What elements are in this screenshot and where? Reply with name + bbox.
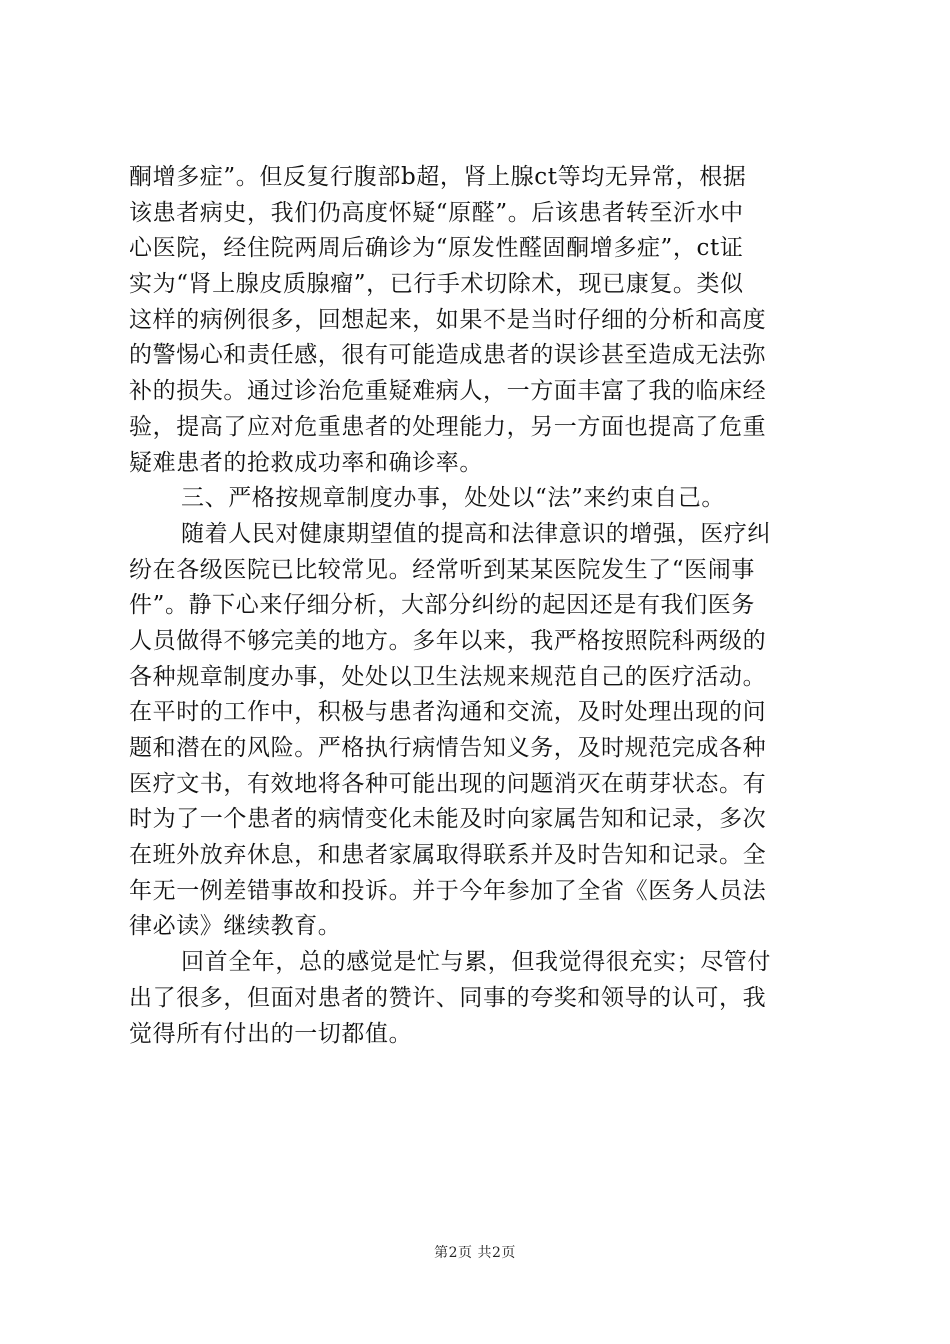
text-line: 人员做得不够完美的地方。多年以来，我严格按照院科两级的 [129,627,767,654]
text-line: 觉得所有付出的一切都值。 [129,1020,413,1047]
text-line: 心医院，经住院两周后确诊为“原发性醛固酮增多症”，ct证 [129,235,744,262]
text-line: 件”。静下心来仔细分析，大部分纠纷的起因还是有我们医务 [129,592,755,619]
text-line: 的警惕心和责任感，很有可能造成患者的误诊甚至造成无法弥 [129,342,767,369]
page-footer: 第2页 共2页 [434,1245,516,1261]
text-line: 出了很多，但面对患者的赞许、同事的夸奖和领导的认可，我 [129,984,767,1011]
text-line: 疑难患者的抢救成功率和确诊率。 [129,449,483,476]
text-line: 补的损失。通过诊治危重疑难病人，一方面丰富了我的临床经 [129,378,767,405]
document-body [129,160,831,1052]
text-line: 这样的病例很多，回想起来，如果不是当时仔细的分析和高度 [129,306,767,333]
text-line: 该患者病史，我们仍高度怀疑“原醛”。后该患者转至沂水中 [129,199,744,226]
text-line: 在平时的工作中，积极与患者沟通和交流，及时处理出现的问 [129,699,767,726]
text-line: 时为了一个患者的病情变化未能及时向家属告知和记录，多次 [129,806,767,833]
section-heading: 三、严格按规章制度办事，处处以“法”来约束自己。 [181,485,725,512]
text-line: 各种规章制度办事，处处以卫生法规来规范自己的医疗活动。 [129,663,767,690]
text-line: 酮增多症”。但反复行腹部b超，肾上腺ct等均无异常，根据 [129,164,747,190]
text-line: 实为“肾上腺皮质腺瘤”，已行手术切除术，现已康复。类似 [129,271,744,298]
text-line: 回首全年，总的感觉是忙与累，但我觉得很充实；尽管付 [181,949,771,976]
text-line: 在班外放弃休息，和患者家属取得联系并及时告知和记录。全 [129,842,767,869]
text-line: 随着人民对健康期望值的提高和法律意识的增强，医疗纠 [181,520,771,547]
text-line: 验，提高了应对危重患者的处理能力，另一方面也提高了危重 [129,413,767,440]
text-line: 年无一例差错事故和投诉。并于今年参加了全省《医务人员法 [129,877,767,904]
text-line: 医疗文书，有效地将各种可能出现的问题消灭在萌芽状态。有 [129,770,767,797]
text-line: 律必读》继续教育。 [129,913,342,940]
text-line: 纷在各级医院已比较常见。经常听到某某医院发生了“医闹事 [129,556,755,583]
text-line: 题和潜在的风险。严格执行病情告知义务，及时规范完成各种 [129,735,767,761]
